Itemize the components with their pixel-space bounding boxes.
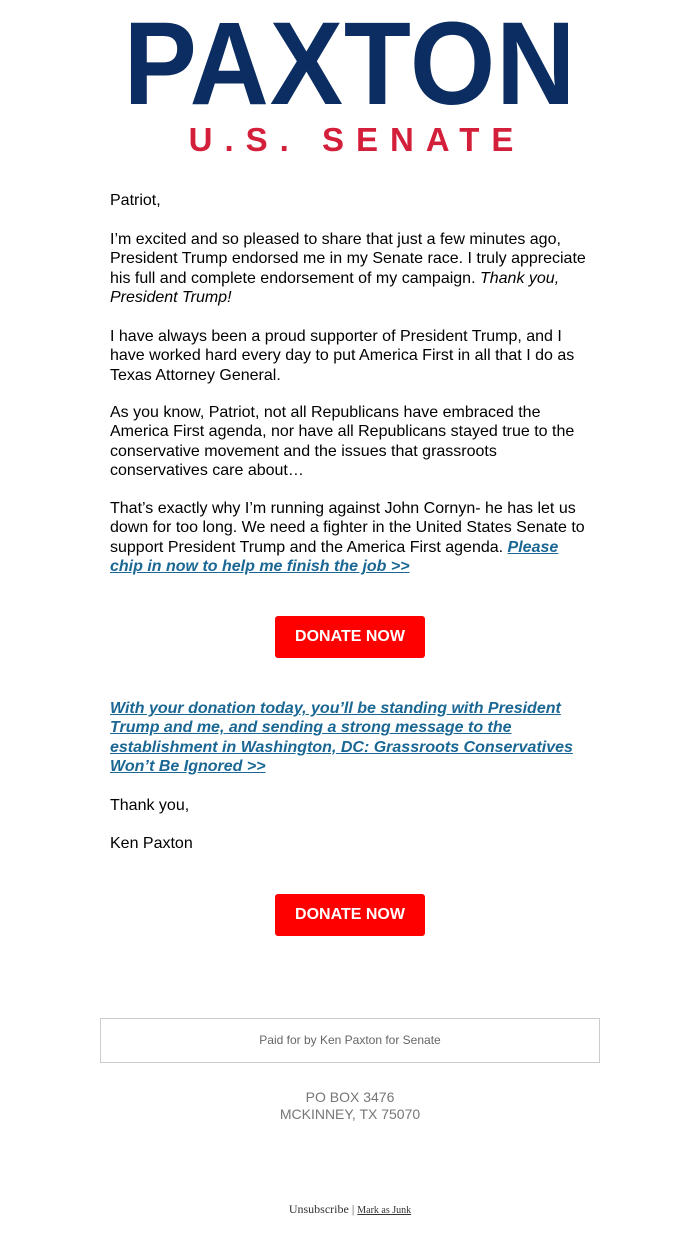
logo-name: PAXTON (123, 0, 577, 130)
footer-separator: | (351, 1202, 355, 1216)
paragraph-supporter: I have always been a proud supporter of President Trump, and I have worked hard every day to put America First in all that I do as Texas Attorney General. (110, 328, 575, 384)
paragraph-donation (110, 699, 592, 776)
donate-now-button[interactable]: DONATE NOW (275, 616, 425, 658)
paragraph-cornyn-text: That’s exactly why I’m running against John Cornyn- he has let us down for too long. We need a fighter in the United States Senate to support President Trump and the America First agenda. (110, 500, 585, 556)
chip-in-link[interactable]: Please chip in now to help me finish the job >> (110, 538, 559, 575)
campaign-logo (0, 0, 700, 158)
paragraph-cornyn (110, 499, 592, 576)
logo-subtitle: U.S. SENATE (188, 121, 526, 158)
signature: Ken Paxton (110, 835, 193, 852)
donate-now-button-bottom[interactable]: DONATE NOW (275, 894, 425, 936)
address-line-1: PO BOX 3476 (305, 1089, 395, 1105)
mailing-address (0, 1089, 700, 1123)
address-line-2: MCKINNEY, TX 75070 (279, 1106, 421, 1122)
footer-links (0, 1202, 700, 1217)
paragraph-endorsement (110, 230, 592, 307)
greeting: Patriot, (110, 192, 161, 209)
mark-as-junk-link[interactable]: Mark as Junk (357, 1205, 412, 1216)
paragraph-america-first: As you know, Patriot, not all Republicans have embraced the America First agenda, nor have all Republicans stayed true to the conservative movement and the issues that grassroots conservatives care about… (110, 404, 575, 479)
paid-for-disclaimer: Paid for by Ken Paxton for Senate (100, 1018, 600, 1063)
donation-message-link[interactable]: With your donation today, you’ll be standing with President Trump and me, and sending a strong message to the establishment in Washington, DC: Grassroots Conservatives Won’t Be Ignored >> (110, 700, 573, 775)
signoff: Thank you, (110, 797, 190, 814)
paragraph-endorsement-text: I’m excited and so pleased to share that just a few minutes ago, President Trump endorsed me in my Senate race. I truly appreciate his full and complete endorsement of my campaign. (110, 231, 586, 287)
thank-you-trump-text: Thank you, President Trump! (110, 269, 560, 306)
unsubscribe-link[interactable]: Unsubscribe (288, 1202, 349, 1216)
